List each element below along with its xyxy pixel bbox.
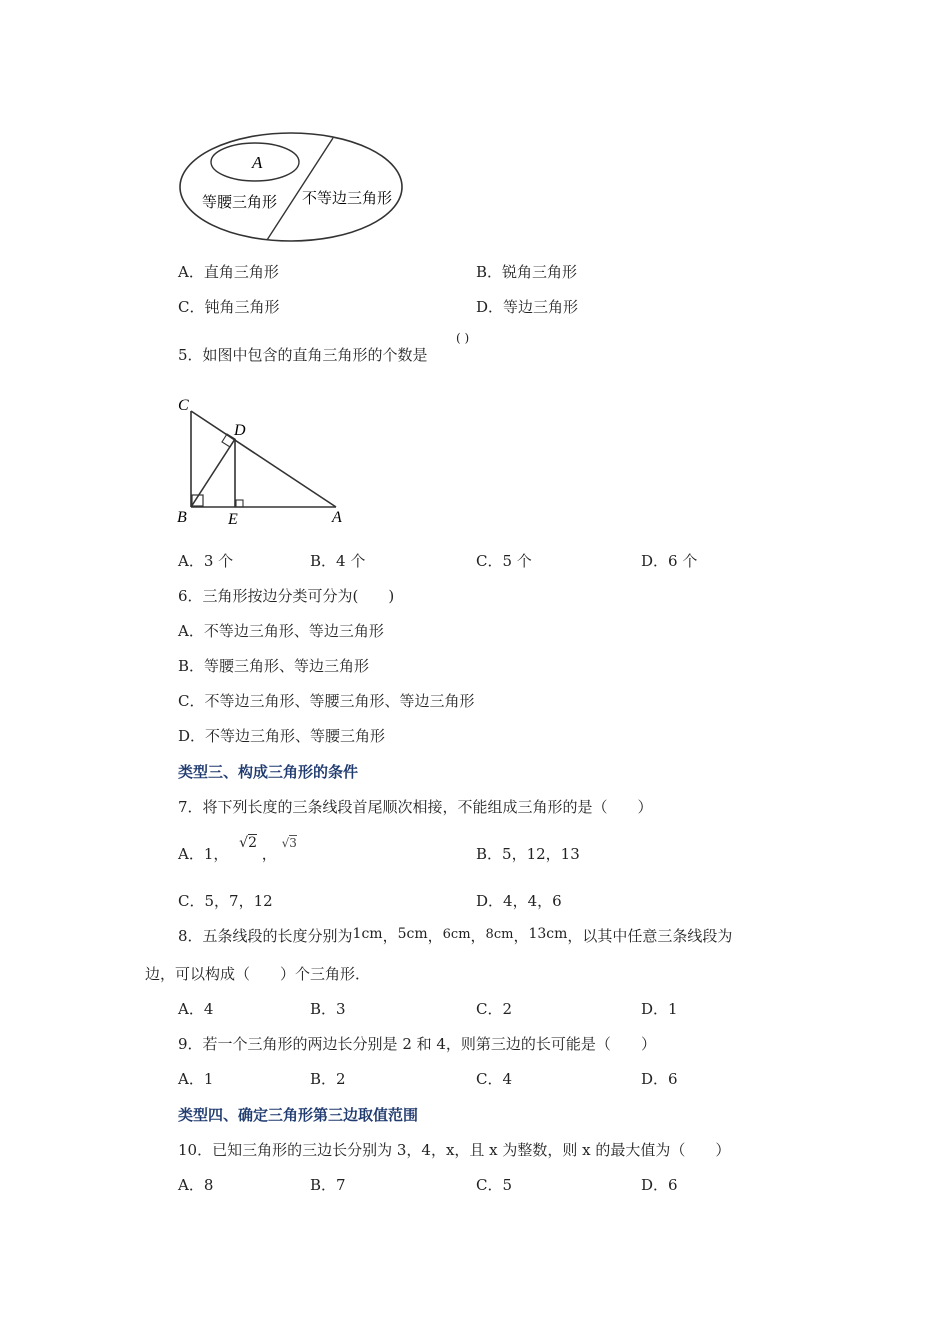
q9-option-d: D．6 xyxy=(641,1070,678,1088)
right-triangle-figure xyxy=(175,392,355,532)
q5-stem: 5．如图中包含的直角三角形的个数是 xyxy=(178,346,428,364)
q7-option-c: C．5，7，12 xyxy=(178,892,273,910)
q6-option-c: C．不等边三角形、等腰三角形、等边三角形 xyxy=(178,692,475,710)
q8-option-a: A．4 xyxy=(178,1000,214,1018)
q7-option-d: D．4，4，6 xyxy=(476,892,562,910)
label-a: A xyxy=(252,153,263,172)
q9-option-c: C．4 xyxy=(476,1070,513,1088)
q10-option-a: A．8 xyxy=(178,1176,214,1194)
right-angle-mark-e xyxy=(236,500,243,507)
q8-option-c: C．2 xyxy=(476,1000,513,1018)
triangle-classification-diagram xyxy=(178,130,408,245)
q10-option-d: D．6 xyxy=(641,1176,678,1194)
q7-option-a-prefix: A．1， xyxy=(178,845,229,863)
q8-sep3: ， xyxy=(470,927,486,945)
vertex-c: C xyxy=(178,397,189,414)
q8-len1: 1cm xyxy=(352,926,383,942)
q9-option-a: A．1 xyxy=(178,1070,214,1088)
sqrt2: √2 xyxy=(239,835,258,851)
outer-ellipse xyxy=(180,133,402,241)
q8-option-d: D．1 xyxy=(641,1000,678,1018)
q4-option-c: C．钝角三角形 xyxy=(178,298,280,316)
label-isosceles: 等腰三角形 xyxy=(202,193,278,211)
q10-stem: 10．已知三角形的三边长分别为 3，4，x，且 x 为整数，则 x 的最大值为（ ） xyxy=(178,1141,731,1159)
q9-stem: 9．若一个三角形的两边长分别是 2 和 4，则第三边的长可能是（ ） xyxy=(178,1035,656,1053)
q4-option-a: A．直角三角形 xyxy=(178,263,279,281)
q10-option-b: B．7 xyxy=(310,1176,346,1194)
q8-sep1: ， xyxy=(382,927,398,945)
q9-option-b: B．2 xyxy=(310,1070,346,1088)
q6-option-a: A．不等边三角形、等边三角形 xyxy=(178,622,384,640)
q5-option-b: B．4 个 xyxy=(310,552,366,570)
q8-sep2: ， xyxy=(427,927,443,945)
q7-stem: 7．将下列长度的三条线段首尾顺次相接，不能组成三角形的是（ ） xyxy=(178,798,653,816)
section-heading-4: 类型四、确定三角形第三边取值范围 xyxy=(178,1106,419,1124)
q6-option-b: B．等腰三角形、等边三角形 xyxy=(178,657,370,675)
q8-stem-start: 8．五条线段的长度分别为 xyxy=(178,927,353,945)
sqrt3-value: 3 xyxy=(289,836,297,850)
q8-len5: 13cm xyxy=(528,926,568,942)
sqrt3: √3 xyxy=(281,836,297,850)
vertex-a: A xyxy=(332,509,342,526)
q5-option-d: D．6 个 xyxy=(641,552,698,570)
section-heading-3: 类型三、构成三角形的条件 xyxy=(178,763,359,781)
vertex-b: B xyxy=(177,509,187,526)
q8-len2: 5cm xyxy=(397,926,428,942)
sqrt2-value: 2 xyxy=(248,835,258,851)
q8-sep4: ， xyxy=(513,927,529,945)
q8-stem-end: ，以其中任意三条线段为 xyxy=(567,927,733,945)
q6-option-d: D．不等边三角形、等腰三角形 xyxy=(178,727,386,745)
vertex-d: D xyxy=(234,422,246,439)
q7-comma: ， xyxy=(261,845,277,863)
q5-option-c: C．5 个 xyxy=(476,552,532,570)
q7-option-a xyxy=(178,835,297,865)
q5-paren: ( ) xyxy=(456,331,470,345)
vertex-e: E xyxy=(228,511,238,528)
q8-option-b: B．3 xyxy=(310,1000,346,1018)
q8-len3: 6cm xyxy=(442,927,471,942)
q5-option-a: A．3 个 xyxy=(178,552,234,570)
label-scalene: 不等边三角形 xyxy=(302,189,393,207)
q8-len4: 8cm xyxy=(485,927,514,942)
q6-stem: 6．三角形按边分类可分为( ) xyxy=(178,587,395,605)
q4-option-d: D．等边三角形 xyxy=(476,298,579,316)
q10-option-c: C．5 xyxy=(476,1176,513,1194)
q8-line2: 边，可以构成（ ）个三角形． xyxy=(145,965,371,983)
q7-option-b: B．5，12，13 xyxy=(476,845,580,863)
q8-stem xyxy=(178,926,732,948)
q4-option-b: B．锐角三角形 xyxy=(476,263,578,281)
